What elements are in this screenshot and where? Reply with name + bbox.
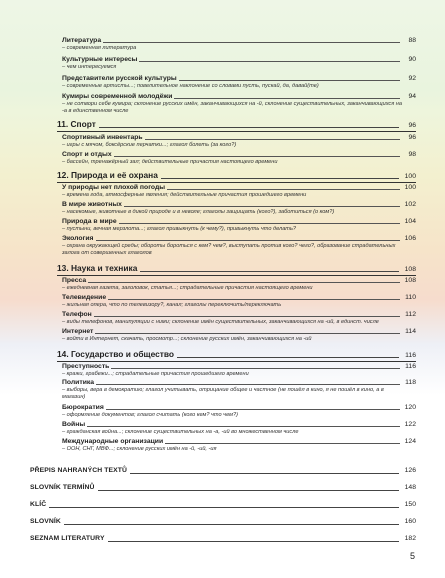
toc-entry[interactable]: [62, 92, 416, 115]
toc-entry[interactable]: [62, 36, 416, 52]
entry-title: У природы нет плохой погоды: [62, 184, 166, 191]
back-matter-page: 182: [404, 535, 416, 542]
entry-description: – чем интересуемся: [62, 64, 117, 70]
entry-description: – современная литература: [62, 45, 137, 51]
back-matter-item[interactable]: [30, 534, 416, 544]
chapter-rule: [57, 131, 416, 132]
entry-title: Литература: [62, 37, 102, 44]
leader-line: [96, 240, 401, 241]
entry-page: 120: [404, 404, 416, 411]
entry-title: Пресса: [62, 277, 87, 284]
entry-title: Международные организации: [62, 438, 164, 445]
leader-line: [167, 189, 400, 190]
entry-title: Интернет: [62, 328, 94, 335]
entry-description: – времена года, атмосферные явления; действительные причастия прошедшего времени: [62, 192, 307, 198]
toc-entry[interactable]: [62, 55, 416, 71]
back-matter-item[interactable]: [30, 483, 416, 493]
entry-page: 96: [408, 134, 416, 141]
leader-line: [103, 42, 400, 43]
entry-page: 122: [404, 421, 416, 428]
entry-description: – оформление документов; глагол считать (кого кем? что чем?): [62, 412, 238, 418]
entry-description: – кражи, грабежи...; страдательные причастия прошедшего времени: [62, 371, 249, 377]
leader-line: [95, 333, 400, 334]
entry-description: – жильная опера, что по телевизору?, канал; глаголы переключить/переключать: [62, 302, 282, 308]
leader-line: [119, 223, 400, 224]
leader-line: [165, 443, 400, 444]
leader-line: [130, 473, 399, 474]
entry-description: – бассейн, тренажёрный зал; действительные причастия настоящего времени: [62, 159, 278, 165]
leader-line: [88, 282, 400, 283]
toc-entry[interactable]: [62, 378, 416, 401]
back-matter-page: 148: [404, 484, 416, 491]
entry-page: 100: [404, 184, 416, 191]
toc-entry[interactable]: [62, 403, 416, 419]
leader-line: [140, 271, 399, 272]
leader-line: [111, 368, 400, 369]
chapter-heading[interactable]: [57, 263, 416, 274]
toc-entry[interactable]: [62, 183, 416, 199]
entry-page: 108: [404, 277, 416, 284]
entry-page: 114: [405, 328, 416, 335]
toc-entry[interactable]: [62, 74, 416, 90]
leader-line: [124, 206, 400, 207]
page-number: 5: [410, 551, 416, 561]
entry-description: – не сотвори себе кумира; склонение русских имён, заканчивающихся на -й, склонение существительных, заканчивающихся на -а в единственном числе: [62, 101, 402, 114]
entry-title: Представители русской культуры: [62, 75, 177, 82]
chapter-title: 12. Природа и её охрана: [57, 170, 158, 180]
entry-page: 102: [404, 201, 416, 208]
back-matter-page: 150: [404, 501, 416, 508]
back-matter-title: SLOVNÍK TERMÍNŮ: [30, 484, 95, 491]
back-matter-title: PŘEPIS NAHRANÝCH TEXTŮ: [30, 467, 127, 474]
toc-entry[interactable]: [62, 200, 416, 216]
chapter-heading[interactable]: [57, 119, 416, 130]
entry-page: 124: [404, 438, 416, 445]
leader-line: [94, 316, 400, 317]
back-matter-title: SLOVNÍK: [30, 518, 61, 525]
chapter-heading[interactable]: [57, 349, 416, 360]
leader-line: [145, 139, 400, 140]
entry-page: 94: [408, 93, 416, 100]
back-matter-item[interactable]: [30, 466, 416, 476]
back-matter-page: 126: [404, 467, 416, 474]
leader-line: [114, 156, 400, 157]
entry-description: – виды телефонов, манипуляции с ними; склонение имён существительных, заканчивающихся на -ий, в единст. числе: [62, 319, 379, 325]
entry-description: – ООН, СНГ, МВФ...; склонение русских имён на -й, -ий, -ия: [62, 446, 217, 452]
entry-title: Спорт и отдых: [62, 151, 112, 158]
entry-description: – ежедневная газета, заголовок, статья...; страдательные причастия настоящего времени: [62, 285, 313, 291]
entry-title: Телевидение: [62, 294, 107, 301]
toc-entry[interactable]: [62, 276, 416, 292]
leader-line: [96, 384, 400, 385]
entry-description: – гражданская война...; склонение существительных на -а, -ий во множественном числе: [62, 429, 299, 435]
leader-line: [106, 409, 400, 410]
chapter-title: 11. Спорт: [57, 119, 96, 129]
toc-entry[interactable]: [62, 217, 416, 233]
entry-page: 116: [405, 363, 416, 370]
entry-title: Телефон: [62, 311, 92, 318]
back-matter-title: SEZNAM LITERATURY: [30, 535, 105, 542]
toc-entry[interactable]: [62, 234, 416, 257]
entry-title: Политика: [62, 379, 95, 386]
chapter-page: 96: [408, 122, 416, 129]
leader-line: [139, 61, 400, 62]
chapter-page: 100: [404, 173, 416, 180]
leader-line: [161, 178, 399, 179]
entry-page: 112: [405, 311, 416, 318]
entry-title: Культурные интересы: [62, 56, 138, 63]
entry-title: Кумиры современной молодёжи: [62, 93, 173, 100]
entry-page: 110: [405, 294, 416, 301]
entry-title: Бюрократия: [62, 404, 104, 411]
entry-description: – насекомые, животные в дикой природе и в неволе; глаголы защищать (кого?), заботиться (о ком?): [62, 209, 335, 215]
entry-page: 106: [404, 235, 416, 242]
entry-description: – пустыни, вечная мерзлота...; глагол привыкнуть (к чему?), привыкнуть что делать?: [62, 226, 297, 232]
entry-page: 92: [408, 75, 416, 82]
entry-page: 98: [408, 151, 416, 158]
toc-entry[interactable]: [62, 420, 416, 436]
leader-line: [108, 541, 399, 542]
entry-page: 118: [405, 379, 416, 386]
entry-page: 90: [408, 56, 416, 63]
leader-line: [174, 98, 400, 99]
back-matter-item[interactable]: [30, 500, 416, 510]
toc-entry[interactable]: [62, 133, 416, 149]
entry-description: – игры с мячом, боксёрские перчатки...; глагол болеть (за кого?): [62, 142, 237, 148]
toc-entry[interactable]: [62, 327, 416, 343]
leader-line: [99, 127, 399, 128]
leader-line: [49, 507, 399, 508]
back-matter-item[interactable]: [30, 517, 416, 527]
leader-line: [177, 357, 399, 358]
leader-line: [108, 299, 400, 300]
chapter-page: 116: [405, 352, 416, 359]
toc-entry[interactable]: [62, 293, 416, 309]
entry-title: Экология: [62, 235, 94, 242]
entry-description: – современные артисты...; повелительное наклонение со словами пусть, пускай, да, давай(те): [62, 83, 319, 89]
chapter-heading[interactable]: [57, 170, 416, 181]
entry-page: 88: [408, 37, 416, 44]
entry-description: – войти в Интернет, скачать, просмотр...; склонение русских имён, заканчивающихся на -ий: [62, 336, 312, 342]
toc-entry[interactable]: [62, 437, 416, 453]
entry-page: 104: [404, 218, 416, 225]
entry-title: В мире животных: [62, 201, 122, 208]
entry-title: Войны: [62, 421, 86, 428]
entry-description: – выборы, вера в демократию; глагол учитывать, отрицание общее и частное (не пошёл в кино, я не пошёл в кино, а в магазин): [62, 387, 384, 400]
back-matter-title: KLÍČ: [30, 501, 47, 508]
chapter-title: 13. Наука и техника: [57, 263, 138, 273]
entry-title: Спортивный инвентарь: [62, 134, 143, 141]
entry-description: – охрана окружающей среды; обороты бороться с кем? чем?, выступать против кого? чего?, образование страдательных залога от совершенных глаголов: [62, 243, 396, 256]
back-matter-page: 160: [404, 518, 416, 525]
leader-line: [87, 426, 400, 427]
leader-line: [179, 80, 400, 81]
entry-title: Преступность: [62, 363, 110, 370]
chapter-title: 14. Государство и общество: [57, 349, 175, 359]
toc-entry[interactable]: [62, 150, 416, 166]
toc-entry[interactable]: [62, 310, 416, 326]
toc-entry[interactable]: [62, 362, 416, 378]
leader-line: [98, 490, 399, 491]
entry-title: Природа в мире: [62, 218, 117, 225]
chapter-page: 108: [404, 266, 416, 273]
leader-line: [64, 524, 399, 525]
